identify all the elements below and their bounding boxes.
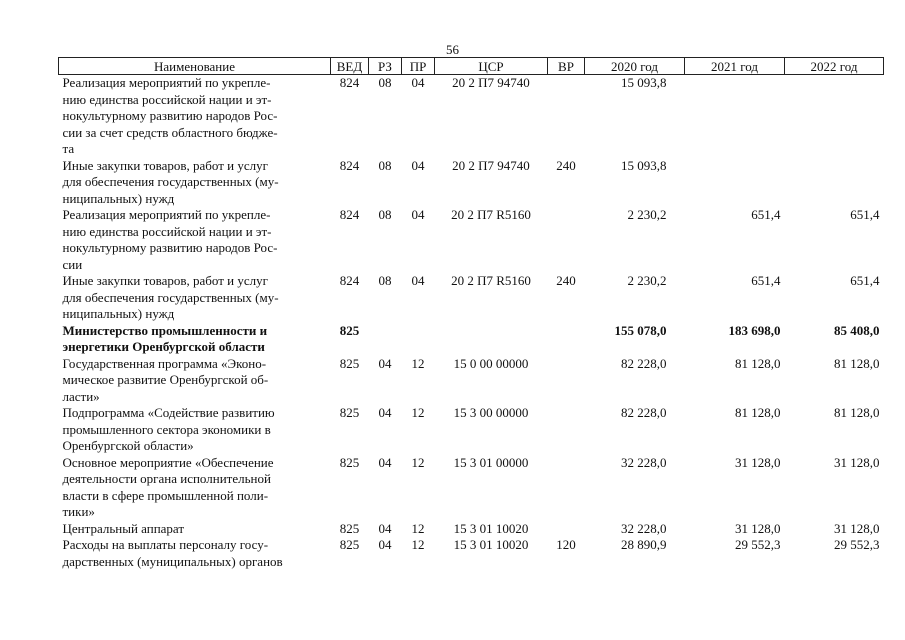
cell-name [59, 356, 331, 406]
table-body [59, 75, 884, 571]
table-row [59, 521, 884, 538]
cell-rz: 08 [378, 75, 392, 90]
table-row [59, 207, 884, 273]
cell-name-line: Расходы на выплаты персоналу госу- [62, 537, 269, 552]
cell-2022: 81 128,0 [834, 355, 880, 371]
cell-name-line: Основное мероприятие «Обеспечение [62, 454, 274, 470]
cell-2022: 651,4 [850, 207, 880, 222]
cell-name-line: Реализация мероприятий по укрепле- [62, 75, 271, 90]
cell-csr: 20 2 П7 R5160 [451, 207, 531, 222]
cell-pr: 12 [411, 454, 425, 470]
cell-name-line: Оренбургской области» [62, 438, 194, 453]
cell-2021: 651,4 [751, 273, 781, 288]
cell-name [59, 273, 331, 323]
cell-pr: 04 [411, 207, 425, 222]
cell-2021: 183 698,0 [728, 322, 781, 338]
cell-vr [548, 405, 585, 455]
budget-table [58, 57, 884, 570]
header-pr: ПР [402, 58, 435, 75]
cell-2020: 32 228,0 [621, 454, 667, 470]
cell-rz: 04 [378, 405, 392, 420]
table-row [59, 356, 884, 406]
cell-csr: 20 2 П7 94740 [452, 75, 530, 90]
cell-rz [369, 323, 402, 356]
header-vr: ВР [548, 58, 585, 75]
cell-rz: 08 [378, 273, 392, 288]
cell-vr [548, 75, 585, 158]
cell-ved: 824 [339, 75, 360, 90]
cell-2022: 85 408,0 [834, 322, 880, 338]
cell-2020: 82 228,0 [621, 355, 667, 371]
cell-pr: 12 [411, 405, 425, 420]
cell-2022: 29 552,3 [834, 537, 880, 552]
cell-name [59, 455, 331, 521]
table-row [59, 405, 884, 455]
cell-vr [548, 207, 585, 273]
cell-name-line: Министерство промышленности и [62, 322, 268, 338]
cell-name-line: нию единства российской нации и эт- [62, 91, 272, 107]
cell-name-line: нокультурному развитию народов Рос- [62, 240, 278, 255]
cell-2021 [685, 75, 785, 158]
cell-2022: 31 128,0 [834, 454, 880, 470]
cell-2020: 2 230,2 [627, 207, 667, 222]
cell-2020: 2 230,2 [627, 273, 667, 288]
header-2021: 2021 год [685, 58, 785, 75]
header-csr: ЦСР [435, 58, 548, 75]
cell-vr: 240 [556, 273, 576, 288]
cell-2021: 31 128,0 [735, 454, 781, 470]
cell-name-line: Центральный аппарат [62, 520, 185, 536]
table-row [59, 75, 884, 158]
cell-2020: 15 093,8 [621, 75, 667, 90]
cell-rz: 04 [378, 520, 392, 536]
cell-2022: 651,4 [850, 273, 880, 288]
cell-name-line: Иные закупки товаров, работ и услуг [62, 157, 268, 173]
cell-name-line: нию единства российской нации и эт- [62, 223, 272, 239]
header-2022: 2022 год [785, 58, 884, 75]
cell-name-line: мическое развитие Оренбургской об- [62, 372, 269, 387]
cell-vr: 120 [556, 537, 576, 552]
cell-vr: 240 [556, 157, 576, 173]
cell-name-line: для обеспечения государственных (му- [62, 174, 279, 189]
cell-csr: 15 3 01 10020 [453, 537, 529, 552]
cell-csr: 20 2 П7 94740 [452, 157, 530, 173]
cell-name-line: Иные закупки товаров, работ и услуг [62, 273, 268, 288]
cell-name-line: Реализация мероприятий по укрепле- [62, 207, 271, 222]
cell-rz: 04 [378, 537, 392, 552]
cell-pr: 04 [411, 75, 425, 90]
table-row [59, 323, 884, 356]
cell-pr: 04 [411, 273, 425, 288]
cell-name-line: энергетики Оренбургской области [62, 339, 265, 354]
cell-2021: 29 552,3 [735, 537, 781, 552]
cell-name-line: ниципальных) нужд [62, 190, 175, 206]
cell-rz: 04 [378, 355, 392, 371]
cell-name-line: ласти» [62, 388, 100, 404]
cell-2020: 28 890,9 [621, 537, 667, 552]
cell-vr [548, 356, 585, 406]
cell-rz: 08 [378, 157, 392, 173]
cell-ved: 825 [339, 520, 360, 536]
cell-2021 [685, 158, 785, 208]
header-ved: ВЕД [331, 58, 369, 75]
cell-2021: 651,4 [751, 207, 781, 222]
cell-name-line: Государственная программа «Эконо- [62, 355, 267, 371]
cell-name [59, 537, 331, 570]
cell-name [59, 405, 331, 455]
header-2020: 2020 год [585, 58, 685, 75]
page-number: 56 [446, 42, 459, 57]
cell-name-line: дарственных (муниципальных) органов [62, 553, 283, 569]
cell-2021: 81 128,0 [735, 355, 781, 371]
cell-name-line: Подпрограмма «Содействие развитию [62, 405, 275, 420]
cell-2022: 31 128,0 [834, 520, 880, 536]
cell-vr [548, 521, 585, 538]
cell-name [59, 521, 331, 538]
cell-name-line: нокультурному развитию народов Рос- [62, 108, 278, 123]
cell-name [59, 323, 331, 356]
header-rz: РЗ [369, 58, 402, 75]
cell-ved: 824 [339, 157, 360, 173]
cell-csr: 15 3 01 10020 [453, 520, 529, 536]
cell-name-line: та [62, 141, 75, 156]
header-name: Наименование [59, 58, 331, 75]
cell-name-line: деятельности органа исполнительной [62, 471, 271, 486]
cell-name [59, 158, 331, 208]
cell-2022 [785, 158, 884, 208]
cell-ved: 824 [339, 207, 360, 222]
cell-2022 [785, 75, 884, 158]
cell-name-line: власти в сфере промышленной поли- [62, 487, 269, 503]
cell-pr [402, 323, 435, 356]
cell-ved: 825 [339, 322, 360, 338]
cell-2021: 31 128,0 [735, 520, 781, 536]
cell-csr: 15 3 01 00000 [453, 454, 529, 470]
cell-2020: 155 078,0 [614, 322, 667, 338]
cell-ved: 825 [339, 537, 360, 552]
cell-2020: 15 093,8 [621, 157, 667, 173]
table-row [59, 273, 884, 323]
cell-2020: 32 228,0 [621, 520, 667, 536]
cell-csr [435, 323, 548, 356]
cell-name-line: сии [62, 256, 83, 272]
table-row [59, 455, 884, 521]
cell-name [59, 207, 331, 273]
cell-name-line: промышленного сектора экономики в [62, 421, 271, 437]
cell-ved: 825 [339, 355, 360, 371]
cell-pr: 12 [411, 355, 425, 371]
table-row [59, 537, 884, 570]
cell-csr: 15 0 00 00000 [453, 355, 529, 371]
cell-name-line: сии за счет средств областного бюдже- [62, 124, 278, 140]
cell-ved: 825 [339, 405, 360, 420]
cell-2020: 82 228,0 [621, 405, 667, 420]
cell-rz: 04 [378, 454, 392, 470]
cell-ved: 824 [339, 273, 360, 288]
cell-pr: 12 [411, 520, 425, 536]
cell-pr: 04 [411, 157, 425, 173]
cell-pr: 12 [411, 537, 425, 552]
table-header-row [59, 58, 884, 75]
table-row [59, 158, 884, 208]
cell-name-line: тики» [62, 504, 95, 519]
cell-csr: 15 3 00 00000 [453, 405, 529, 420]
cell-ved: 825 [339, 454, 360, 470]
cell-2021: 81 128,0 [735, 405, 781, 420]
cell-2022: 81 128,0 [834, 405, 880, 420]
cell-rz: 08 [378, 207, 392, 222]
cell-vr [548, 323, 585, 356]
cell-name [59, 75, 331, 158]
cell-name-line: ниципальных) нужд [62, 306, 175, 321]
cell-csr: 20 2 П7 R5160 [451, 273, 531, 288]
cell-name-line: для обеспечения государственных (му- [62, 289, 279, 305]
cell-vr [548, 455, 585, 521]
